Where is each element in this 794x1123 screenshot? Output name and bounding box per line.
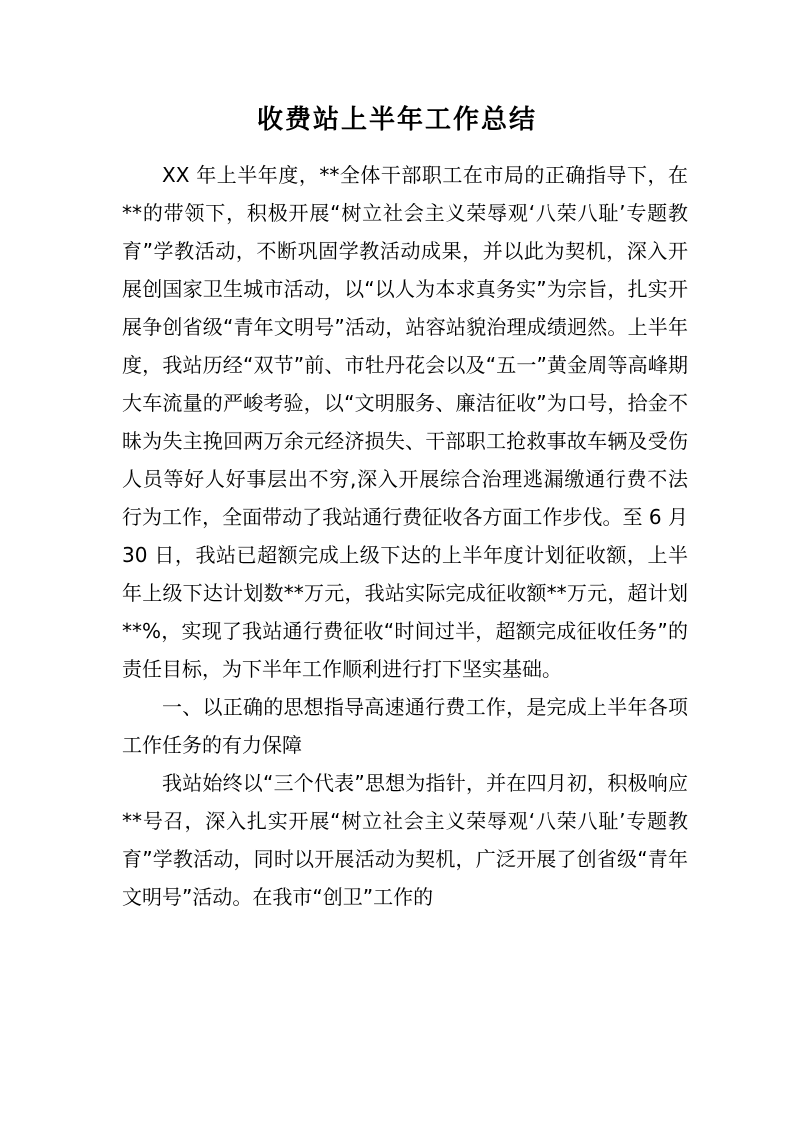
section-heading-1: 一、以正确的思想指导高速通行费工作，是完成上半年各项工作任务的有力保障 bbox=[122, 695, 688, 757]
document-title: 收费站上半年工作总结 bbox=[256, 105, 537, 135]
paragraph-intro: XX 年上半年度，**全体干部职工在市局的正确指导下，在**的带领下，积极开展“树立社会主义荣辱观‘八荣八耻’专题教育”学教活动，不断巩固学教活动成果，并以此为契机，深入开展创国家卫生城市活动，以“以人为本求真务实”为宗旨，扎实开展争创省级“青年文明号”活动，站容站貌治理成绩迥然。上半年度，我站历经“双节”前、市牡丹花会以及“五一”黄金周等高峰期大车流量的严峻考验，以“文明服务、廉洁征收”为口号，拾金不昧为失主挽回两万余元经济损失、干部职工抢救事故车辆及受伤人员等好人好事层出不穷,深入开展综合治理逃漏缴通行费不法行为工作，全面带动了我站通行费征收各方面工作步伐。至 6 月 30 日，我站已超额完成上级下达的上半年度计划征收额，上半年上级下达计划数**万元，我站实际完成征收额**万元，超计划**%，实现了我站通行费征收“时间过半，超额完成征收任务”的责任目标，为下半年工作顺利进行打下坚实基础。 bbox=[122, 163, 688, 681]
document-body bbox=[122, 156, 688, 916]
paragraph-section-1: 我站始终以“三个代表”思想为指针，并在四月初，积极响应**号召，深入扎实开展“树立社会主义荣辱观‘八荣八耻’专题教育”学教活动，同时以开展活动为契机，广泛开展了创省级“青年文明号”活动。在我市“创卫”工作的 bbox=[122, 771, 688, 909]
